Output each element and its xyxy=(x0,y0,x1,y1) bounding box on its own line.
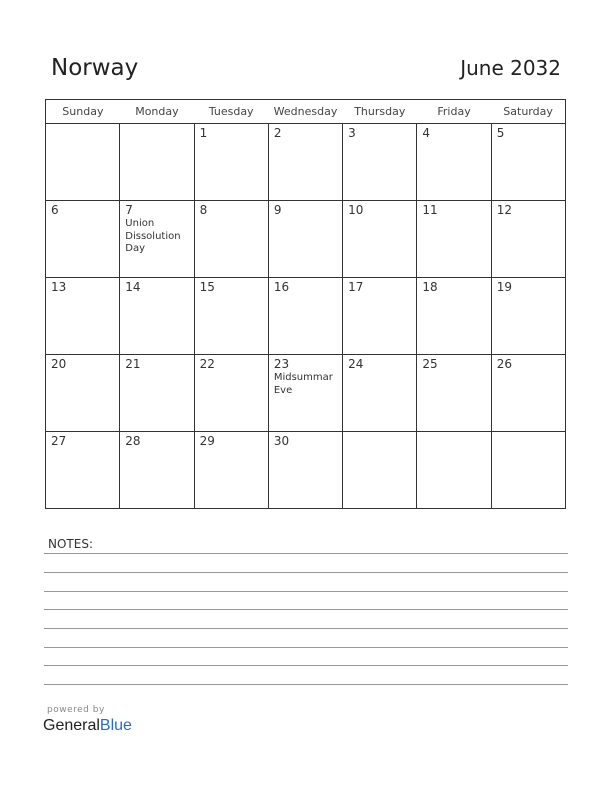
day-cell xyxy=(194,355,268,432)
day-number: 30 xyxy=(273,434,290,448)
weekday-header: Tuesday xyxy=(194,100,268,124)
day-number: 4 xyxy=(422,126,431,140)
weekday-header: Saturday xyxy=(491,100,565,124)
generalblue-logo xyxy=(43,717,132,735)
day-number: 2 xyxy=(273,126,282,140)
calendar-country-title: Norway xyxy=(51,55,139,81)
day-number: 14 xyxy=(125,280,141,294)
day-number: 12 xyxy=(496,203,512,217)
day-cell xyxy=(46,124,120,201)
day-cell xyxy=(46,432,120,509)
notes-label: NOTES: xyxy=(48,537,93,551)
day-number: 25 xyxy=(422,357,438,371)
notes-line xyxy=(44,684,568,685)
week-row xyxy=(46,278,566,355)
day-number: 24 xyxy=(348,357,364,371)
weekday-header: Sunday xyxy=(46,100,120,124)
day-cell xyxy=(120,432,194,509)
day-cell xyxy=(417,278,491,355)
day-cell xyxy=(120,201,194,278)
day-cell xyxy=(491,124,565,201)
notes-line xyxy=(44,572,568,573)
day-cell xyxy=(417,124,491,201)
day-number: 9 xyxy=(273,203,282,217)
day-cell xyxy=(268,201,342,278)
brand-blue-text: Blue xyxy=(99,717,132,734)
day-number: 3 xyxy=(348,126,356,140)
day-number: 28 xyxy=(125,434,141,448)
day-number: 1 xyxy=(199,126,208,140)
day-cell xyxy=(491,432,565,509)
day-cell xyxy=(194,124,268,201)
day-number: 17 xyxy=(348,280,364,294)
day-cell xyxy=(120,278,194,355)
holiday-label: Midsummar Eve xyxy=(273,372,333,396)
day-cell xyxy=(194,201,268,278)
notes-line xyxy=(44,647,568,648)
weekday-header: Thursday xyxy=(343,100,417,124)
calendar-grid xyxy=(45,99,566,509)
day-cell xyxy=(46,201,120,278)
day-number: 20 xyxy=(51,357,67,371)
notes-line xyxy=(44,591,568,592)
day-cell xyxy=(268,355,342,432)
day-cell xyxy=(343,432,417,509)
day-number: 26 xyxy=(496,357,512,371)
day-cell xyxy=(120,124,194,201)
week-row xyxy=(46,201,566,278)
day-cell xyxy=(417,355,491,432)
day-cell xyxy=(417,201,491,278)
notes-line xyxy=(44,628,568,629)
week-row xyxy=(46,355,566,432)
day-number: 18 xyxy=(422,280,438,294)
day-cell xyxy=(343,124,417,201)
day-cell xyxy=(417,432,491,509)
day-cell xyxy=(268,278,342,355)
powered-by-text: powered by xyxy=(47,705,105,715)
day-cell xyxy=(343,278,417,355)
day-cell xyxy=(268,124,342,201)
day-cell xyxy=(268,432,342,509)
day-number: 7 xyxy=(125,203,133,217)
day-cell xyxy=(491,201,565,278)
day-number: 22 xyxy=(199,357,215,371)
day-number: 19 xyxy=(496,280,512,294)
day-number: 21 xyxy=(125,357,141,371)
day-number: 15 xyxy=(199,280,215,294)
day-number: 27 xyxy=(51,434,67,448)
day-cell xyxy=(194,432,268,509)
notes-line xyxy=(44,553,568,554)
day-number: 29 xyxy=(199,434,215,448)
day-number: 23 xyxy=(273,357,290,371)
brand-general-text: General xyxy=(43,717,100,734)
day-number: 6 xyxy=(51,203,59,217)
day-cell xyxy=(120,355,194,432)
day-cell xyxy=(491,355,565,432)
day-number: 8 xyxy=(199,203,208,217)
day-number: 11 xyxy=(422,203,438,217)
day-number: 10 xyxy=(348,203,364,217)
weekday-header: Monday xyxy=(120,100,194,124)
weekday-header: Wednesday xyxy=(268,100,342,124)
day-number: 5 xyxy=(496,126,505,140)
day-cell xyxy=(194,278,268,355)
notes-line xyxy=(44,609,568,610)
notes-line xyxy=(44,665,568,666)
day-cell xyxy=(46,355,120,432)
weekday-header: Friday xyxy=(417,100,491,124)
day-number: 13 xyxy=(51,280,67,294)
week-row xyxy=(46,432,566,509)
weekday-header-row xyxy=(46,100,566,124)
day-cell xyxy=(491,278,565,355)
day-cell xyxy=(343,355,417,432)
day-number: 16 xyxy=(273,280,290,294)
day-cell xyxy=(46,278,120,355)
day-cell xyxy=(343,201,417,278)
holiday-label: Union Dissolution Day xyxy=(125,218,181,254)
week-row xyxy=(46,124,566,201)
calendar-month-title: June 2032 xyxy=(460,56,561,80)
